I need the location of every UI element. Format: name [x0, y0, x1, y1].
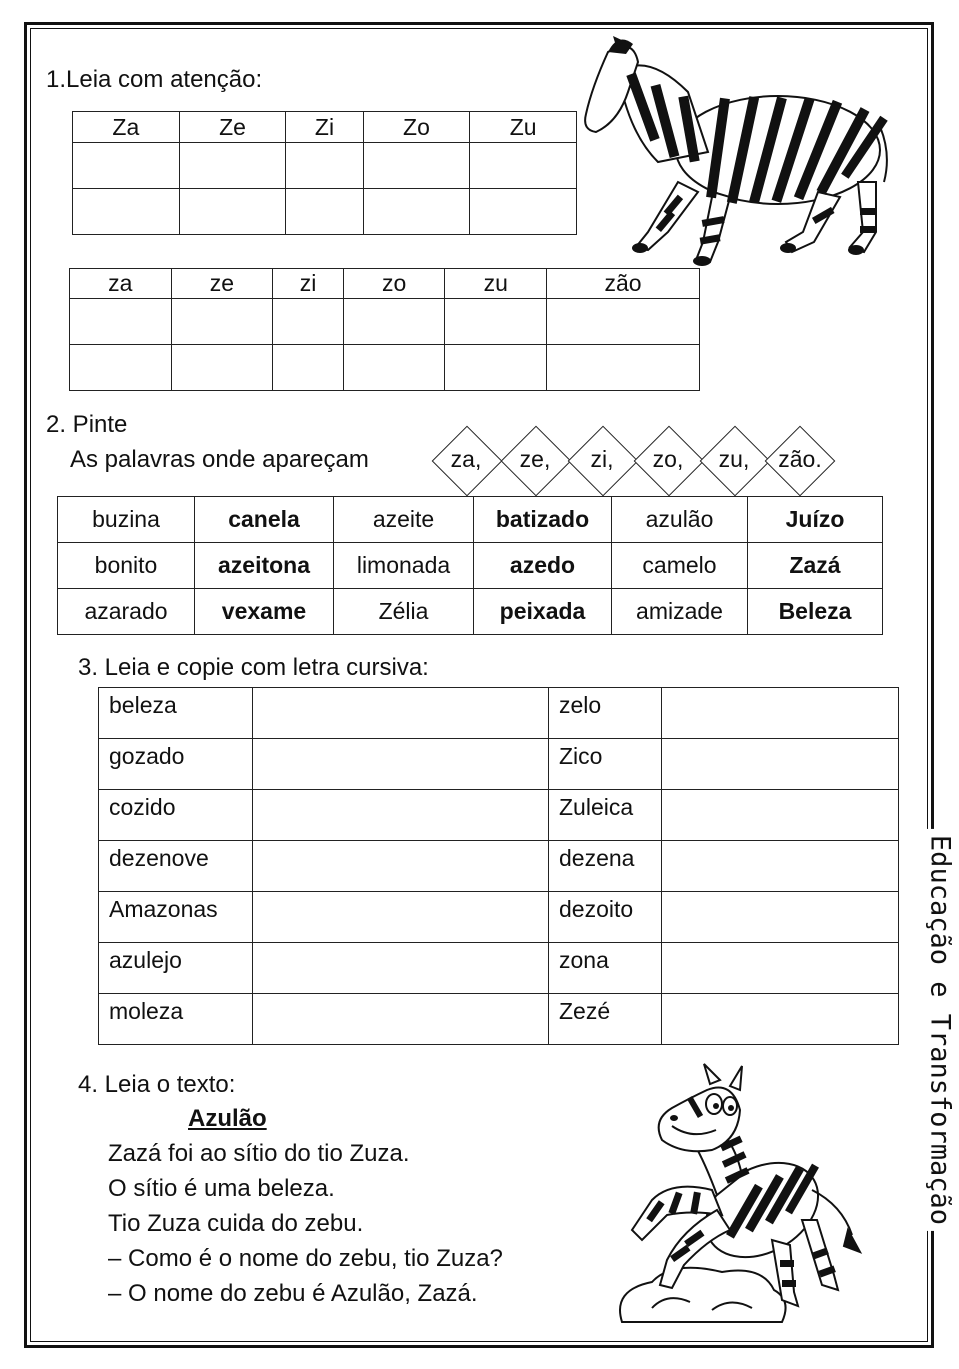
- word-cell[interactable]: canela: [195, 497, 334, 543]
- story-line: Zazá foi ao sítio do tio Zuza.: [108, 1140, 410, 1167]
- word-cell[interactable]: amizade: [612, 589, 748, 635]
- story-line: Tio Zuza cuida do zebu.: [108, 1210, 364, 1237]
- blank-cell[interactable]: [445, 299, 547, 345]
- story-line: – O nome do zebu é Azulão, Zazá.: [108, 1280, 478, 1307]
- blank-cell[interactable]: [73, 189, 180, 235]
- blank-cell[interactable]: [273, 345, 344, 391]
- blank-cell[interactable]: [343, 345, 445, 391]
- copy-word-left: Amazonas: [99, 892, 253, 943]
- blank-cell[interactable]: [363, 189, 470, 235]
- q3-title: 3. Leia e copie com letra cursiva:: [78, 654, 429, 681]
- copy-word-right: Zezé: [549, 994, 662, 1045]
- blank-cell[interactable]: [179, 143, 286, 189]
- blank-cell[interactable]: [171, 345, 273, 391]
- copy-blank[interactable]: [662, 739, 899, 790]
- copy-word-left: gozado: [99, 739, 253, 790]
- lower-header-zo: zo: [343, 269, 445, 299]
- blank-cell[interactable]: [470, 189, 577, 235]
- copy-blank[interactable]: [662, 994, 899, 1045]
- blank-cell[interactable]: [273, 299, 344, 345]
- diamond-label-zu: zu,: [718, 446, 750, 472]
- upper-syllable-table: [72, 111, 577, 235]
- lower-header-ze: ze: [171, 269, 273, 299]
- lower-header-zu: zu: [445, 269, 547, 299]
- blank-cell[interactable]: [343, 299, 445, 345]
- lower-header-zi: zi: [273, 269, 344, 299]
- lower-header-zao: zão: [547, 269, 700, 299]
- word-cell[interactable]: peixada: [474, 589, 612, 635]
- word-cell[interactable]: Juízo: [748, 497, 883, 543]
- word-cell[interactable]: azeitona: [195, 543, 334, 589]
- blank-cell[interactable]: [70, 299, 172, 345]
- copy-blank[interactable]: [253, 739, 549, 790]
- copy-table: [98, 687, 899, 1045]
- blank-cell[interactable]: [70, 345, 172, 391]
- diamond-label-zi: zi,: [590, 446, 614, 472]
- copy-blank[interactable]: [253, 841, 549, 892]
- blank-cell[interactable]: [445, 345, 547, 391]
- q1-title: 1.Leia com atenção:: [46, 66, 263, 93]
- q2-title: 2. Pinte: [46, 411, 128, 438]
- copy-word-right: dezena: [549, 841, 662, 892]
- word-cell[interactable]: vexame: [195, 589, 334, 635]
- copy-blank[interactable]: [662, 943, 899, 994]
- copy-blank[interactable]: [662, 841, 899, 892]
- walking-zebra-illustration: [578, 32, 896, 268]
- copy-blank[interactable]: [253, 994, 549, 1045]
- copy-word-right: Zuleica: [549, 790, 662, 841]
- blank-cell[interactable]: [470, 143, 577, 189]
- blank-cell[interactable]: [547, 345, 700, 391]
- blank-cell[interactable]: [286, 143, 363, 189]
- lower-syllable-table: [69, 268, 700, 391]
- copy-blank[interactable]: [662, 892, 899, 943]
- copy-blank[interactable]: [662, 688, 899, 739]
- copy-blank[interactable]: [253, 790, 549, 841]
- blank-cell[interactable]: [73, 143, 180, 189]
- word-cell[interactable]: bonito: [58, 543, 195, 589]
- upper-header-ze: Ze: [179, 112, 286, 143]
- copy-word-right: Zico: [549, 739, 662, 790]
- diamond-label-zo: zo,: [652, 446, 684, 472]
- diamond-label-ze: ze,: [519, 446, 551, 472]
- upper-header-zo: Zo: [363, 112, 470, 143]
- word-cell[interactable]: Zélia: [334, 589, 474, 635]
- copy-word-left: beleza: [99, 688, 253, 739]
- word-cell[interactable]: camelo: [612, 543, 748, 589]
- blank-cell[interactable]: [171, 299, 273, 345]
- upper-header-zi: Zi: [286, 112, 363, 143]
- copy-word-left: moleza: [99, 994, 253, 1045]
- words-table: [57, 496, 883, 635]
- story-line: – Como é o nome do zebu, tio Zuza?: [108, 1245, 503, 1272]
- word-cell[interactable]: Beleza: [748, 589, 883, 635]
- blank-cell[interactable]: [547, 299, 700, 345]
- copy-word-left: cozido: [99, 790, 253, 841]
- word-cell[interactable]: azedo: [474, 543, 612, 589]
- cartoon-zebra-illustration: [612, 1060, 868, 1334]
- word-cell[interactable]: azarado: [58, 589, 195, 635]
- word-cell[interactable]: Zazá: [748, 543, 883, 589]
- word-cell[interactable]: batizado: [474, 497, 612, 543]
- copy-blank[interactable]: [662, 790, 899, 841]
- word-cell[interactable]: azulão: [612, 497, 748, 543]
- copy-word-right: zona: [549, 943, 662, 994]
- story-line: O sítio é uma beleza.: [108, 1175, 335, 1202]
- copy-word-left: dezenove: [99, 841, 253, 892]
- copy-word-left: azulejo: [99, 943, 253, 994]
- upper-header-za: Za: [73, 112, 180, 143]
- copy-blank[interactable]: [253, 892, 549, 943]
- word-cell[interactable]: buzina: [58, 497, 195, 543]
- story-text: [108, 1136, 503, 1311]
- word-cell[interactable]: limonada: [334, 543, 474, 589]
- story-title: Azulão: [188, 1105, 267, 1132]
- q2-instruction: As palavras onde apareçam: [70, 446, 369, 473]
- side-watermark-text: Educação e Transformação: [925, 829, 956, 1231]
- copy-blank[interactable]: [253, 688, 549, 739]
- blank-cell[interactable]: [286, 189, 363, 235]
- copy-word-right: zelo: [549, 688, 662, 739]
- diamond-label-za: za,: [450, 446, 482, 472]
- copy-word-right: dezoito: [549, 892, 662, 943]
- blank-cell[interactable]: [363, 143, 470, 189]
- blank-cell[interactable]: [179, 189, 286, 235]
- lower-header-za: za: [70, 269, 172, 299]
- q4-title: 4. Leia o texto:: [78, 1071, 236, 1098]
- word-cell[interactable]: azeite: [334, 497, 474, 543]
- diamond-label-zao: zão.: [778, 446, 822, 472]
- upper-header-zu: Zu: [470, 112, 577, 143]
- copy-blank[interactable]: [253, 943, 549, 994]
